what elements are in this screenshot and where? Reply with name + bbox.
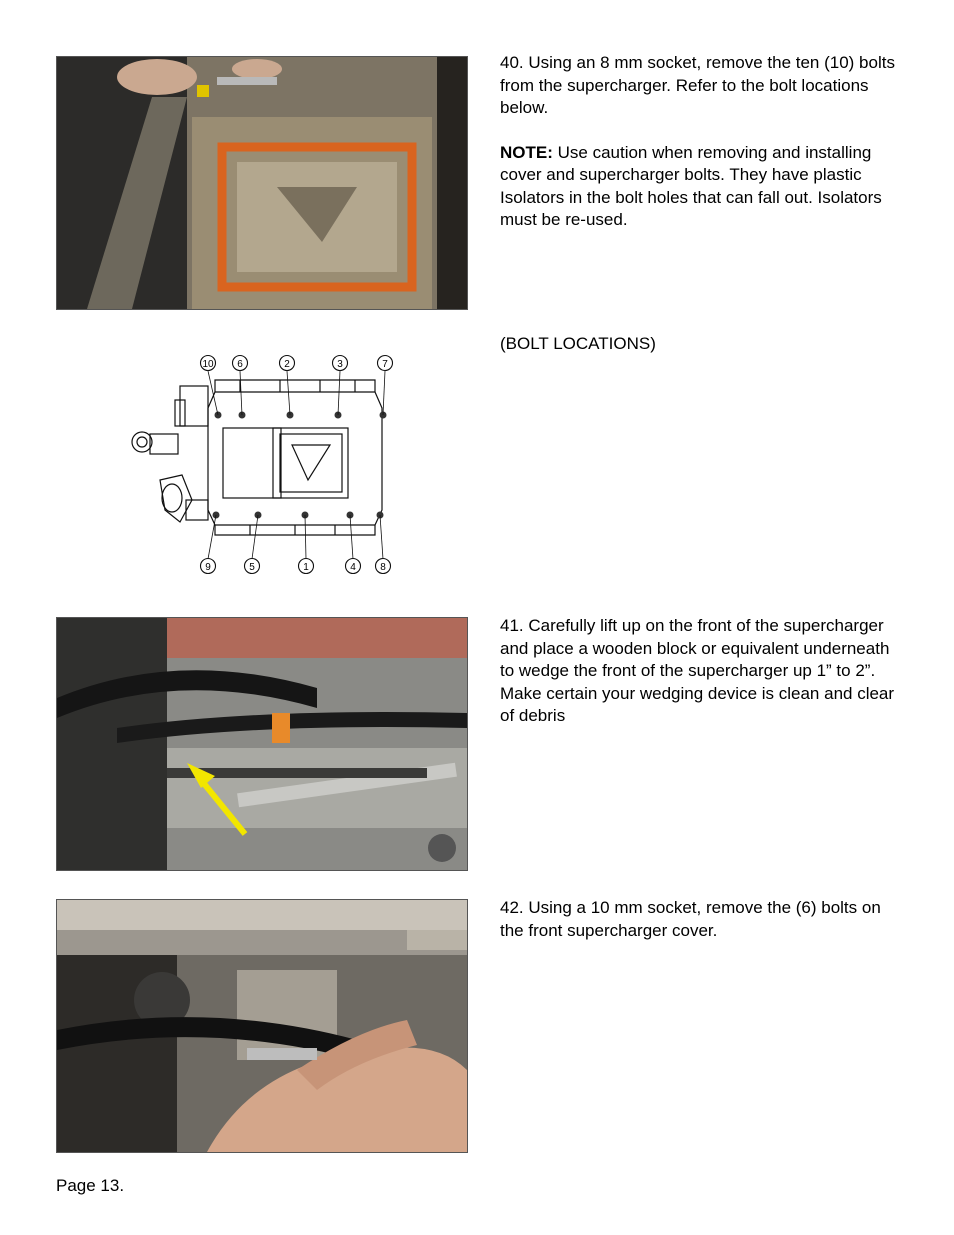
bolt-location-diagram	[120, 350, 410, 580]
note-label: NOTE:	[500, 142, 553, 162]
supercharger-bolts-photo	[56, 56, 468, 310]
page-number: Page 13.	[56, 1176, 125, 1195]
step-40-instruction: 40. Using an 8 mm socket, remove the ten (10) bolts from the supercharger. Refer to the bolt locations below.	[500, 53, 895, 117]
front-cover-bolts-photo	[56, 899, 468, 1153]
note-text: Use caution when removing and installing cover and supercharger bolts. They have plastic Isolators in the bolt holes that can fall out. Isolators must be re-used.	[500, 142, 882, 229]
step-40-note	[500, 142, 900, 232]
bolt-number-top: 6	[237, 359, 243, 370]
bolt-number-top: 3	[337, 359, 343, 370]
bolt-locations-caption: (BOLT LOCATIONS)	[500, 334, 656, 353]
bolt-number-bottom: 5	[249, 562, 255, 573]
bolt-number-bottom: 9	[205, 562, 211, 573]
wedge-supercharger-photo	[56, 617, 468, 871]
bolt-number-top: 2	[284, 359, 290, 370]
bolt-number-top: 10	[202, 359, 214, 370]
bolt-number-top: 7	[382, 359, 388, 370]
step-40-text	[500, 52, 900, 232]
bolt-number-bottom: 4	[350, 562, 356, 573]
step-41-text: 41. Carefully lift up on the front of the supercharger and place a wooden block or equivalent underneath to wedge the front of the supercharger up 1” to 2”. Make certain your wedging device is clean and clear of debris	[500, 616, 895, 725]
step-42-text: 42. Using a 10 mm socket, remove the (6) bolts on the front supercharger cover.	[500, 898, 881, 940]
bolt-number-bottom: 1	[303, 562, 309, 573]
bolt-number-bottom: 8	[380, 562, 386, 573]
